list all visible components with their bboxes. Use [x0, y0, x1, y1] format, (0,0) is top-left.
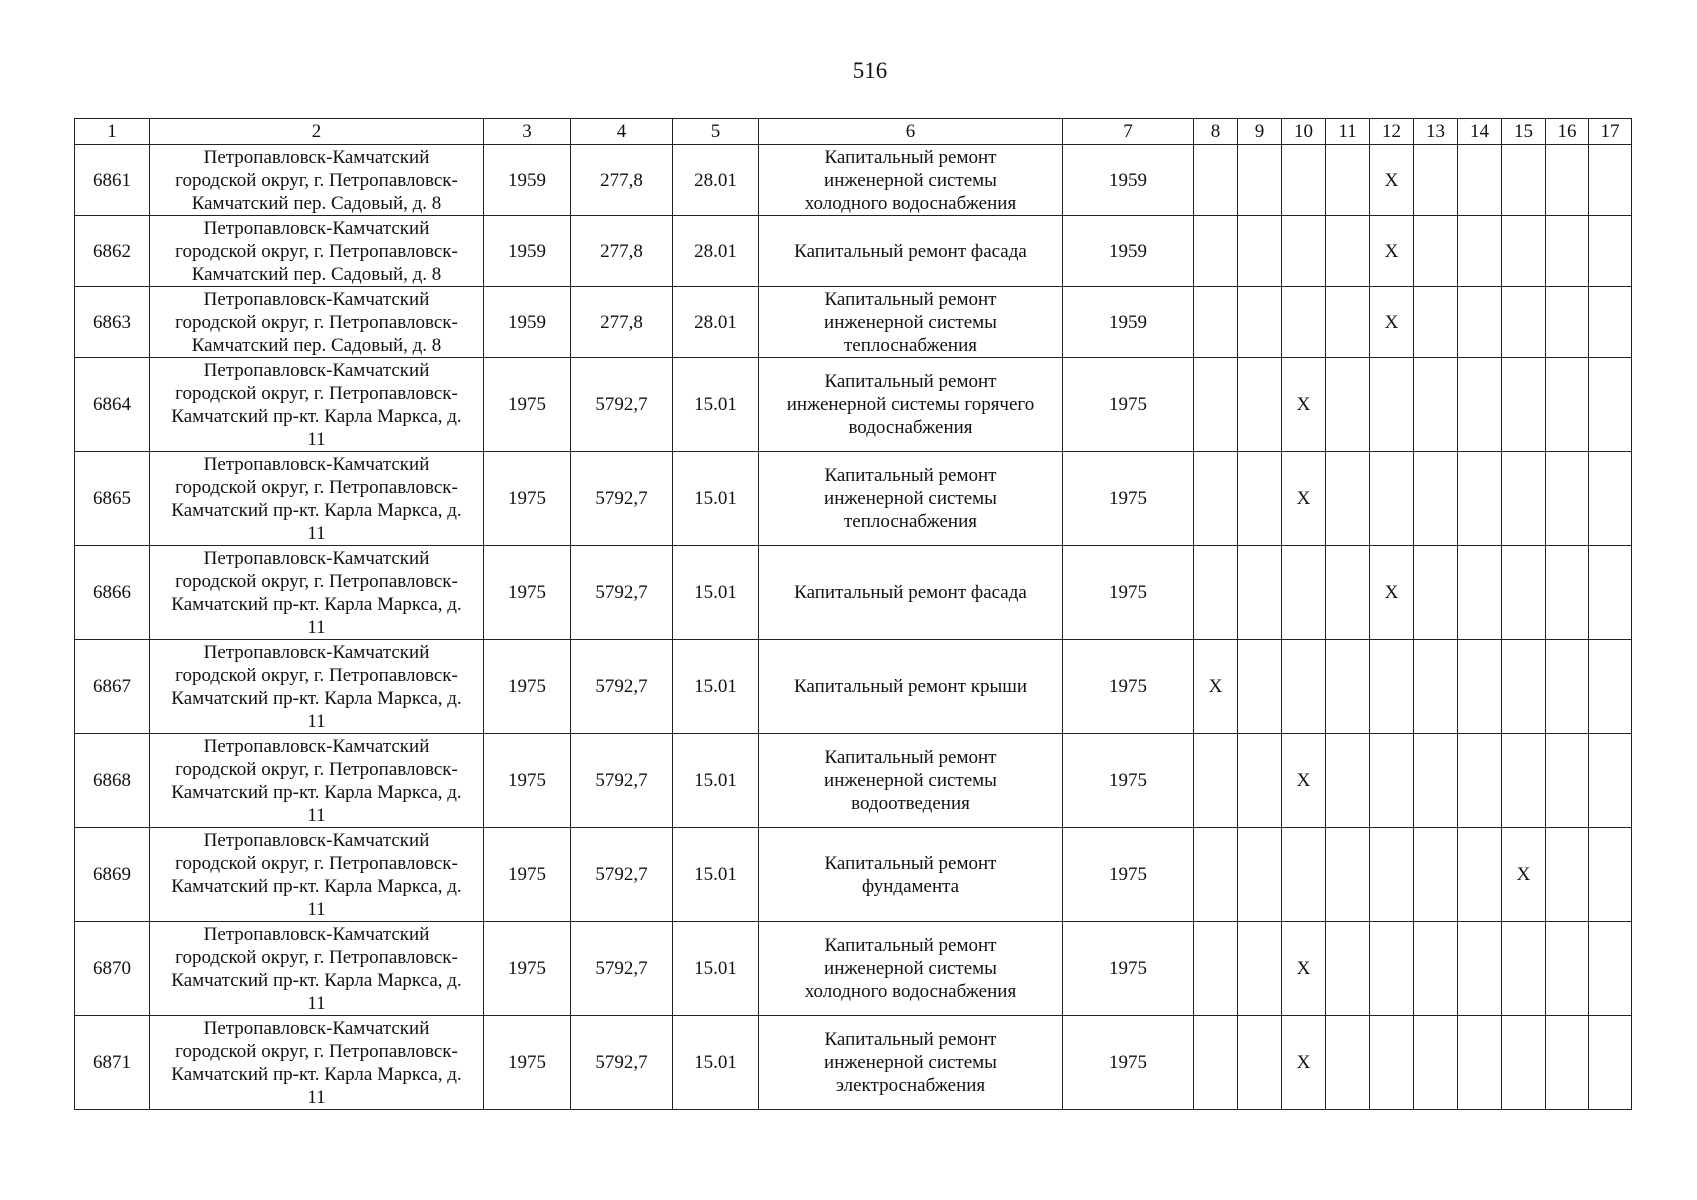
build-year-cell: 1975 [484, 358, 571, 452]
column-header-11: 11 [1326, 119, 1370, 145]
cell-line: Петропавловск-Камчатский [203, 217, 430, 239]
cell-line: Капитальный ремонт [824, 935, 997, 956]
period-cell-17 [1589, 546, 1632, 640]
cell-line: Петропавловск-Камчатский [203, 829, 430, 851]
cell-line: Капитальный ремонт [824, 1029, 997, 1050]
cell-line: фундамента [861, 875, 960, 897]
cell-line: Камчатский пр-кт. Карла Маркса, д. [171, 687, 462, 709]
cell-line: холодного водоснабжения [804, 192, 1017, 214]
table-body [75, 119, 1632, 1110]
period-cell-15 [1502, 734, 1546, 828]
period-cell-17 [1589, 1016, 1632, 1110]
mark-cell-12: X [1370, 287, 1414, 358]
cell-line: Капитальный ремонт [824, 371, 997, 392]
cell-line: 11 [307, 710, 326, 732]
column-header-10: 10 [1282, 119, 1326, 145]
cell-line: инженерной системы [824, 311, 997, 333]
cell-line: Камчатский пр-кт. Карла Маркса, д. [171, 781, 462, 803]
period-cell-12 [1370, 734, 1414, 828]
build-year-cell: 1975 [484, 1016, 571, 1110]
period-cell-17 [1589, 452, 1632, 546]
period-cell-10 [1282, 145, 1326, 216]
period-cell-11 [1326, 734, 1370, 828]
mark-cell-8: X [1194, 640, 1238, 734]
table-row [75, 358, 1632, 452]
cell-line: 11 [307, 428, 326, 450]
year-cell: 1975 [1063, 358, 1194, 452]
period-cell-10 [1282, 216, 1326, 287]
mark-cell-10: X [1282, 1016, 1326, 1110]
address-cell [150, 1016, 484, 1110]
column-header-13: 13 [1414, 119, 1458, 145]
period-cell-17 [1589, 828, 1632, 922]
period-cell-9 [1238, 452, 1282, 546]
period-cell-11 [1326, 1016, 1370, 1110]
table-row [75, 922, 1632, 1016]
work-type-cell [759, 546, 1063, 640]
year-cell: 1975 [1063, 734, 1194, 828]
cell-line: Камчатский пр-кт. Карла Маркса, д. [171, 969, 462, 991]
period-cell-15 [1502, 640, 1546, 734]
cell-line: водоснабжения [848, 417, 973, 438]
cell-line: Петропавловск-Камчатский [203, 547, 430, 569]
address-cell [150, 922, 484, 1016]
period-cell-8 [1194, 546, 1238, 640]
cell-line: Капитальный ремонт фасада [794, 240, 1027, 262]
table-row [75, 734, 1632, 828]
period-cell-14 [1458, 145, 1502, 216]
period-cell-17 [1589, 358, 1632, 452]
period-cell-8 [1194, 358, 1238, 452]
period-cell-13 [1414, 145, 1458, 216]
period-cell-12 [1370, 828, 1414, 922]
row-id: 6867 [75, 640, 150, 734]
cell-line: Камчатский пр-кт. Карла Маркса, д. [171, 875, 462, 897]
period-cell-13 [1414, 734, 1458, 828]
period-cell-13 [1414, 546, 1458, 640]
column-header-5: 5 [673, 119, 759, 145]
address-cell [150, 358, 484, 452]
period-cell-9 [1238, 216, 1282, 287]
table-row [75, 640, 1632, 734]
cell-line: Капитальный ремонт [824, 146, 997, 168]
period-cell-8 [1194, 828, 1238, 922]
cell-line: Петропавловск-Камчатский [203, 735, 430, 757]
mark-cell-10: X [1282, 358, 1326, 452]
period-cell-12 [1370, 452, 1414, 546]
period-cell-15 [1502, 216, 1546, 287]
address-cell [150, 216, 484, 287]
period-cell-16 [1546, 145, 1589, 216]
period-cell-15 [1502, 358, 1546, 452]
code-cell: 15.01 [673, 640, 759, 734]
period-cell-16 [1546, 358, 1589, 452]
period-cell-10 [1282, 287, 1326, 358]
cell-line: Камчатский пер. Садовый, д. 8 [191, 263, 442, 285]
area-cell: 5792,7 [571, 734, 673, 828]
cell-line: Петропавловск-Камчатский [203, 1017, 430, 1039]
address-cell [150, 828, 484, 922]
cell-line: городской округ, г. Петропавловск- [175, 852, 458, 874]
mark-cell-12: X [1370, 546, 1414, 640]
area-cell: 5792,7 [571, 1016, 673, 1110]
period-cell-14 [1458, 546, 1502, 640]
area-cell: 5792,7 [571, 922, 673, 1016]
cell-line: Камчатский пр-кт. Карла Маркса, д. [171, 405, 462, 427]
area-cell: 277,8 [571, 216, 673, 287]
period-cell-17 [1589, 734, 1632, 828]
period-cell-11 [1326, 145, 1370, 216]
period-cell-11 [1326, 452, 1370, 546]
cell-line: городской округ, г. Петропавловск- [175, 476, 458, 498]
period-cell-13 [1414, 922, 1458, 1016]
year-cell: 1975 [1063, 452, 1194, 546]
column-header-4: 4 [571, 119, 673, 145]
area-cell: 277,8 [571, 145, 673, 216]
address-cell [150, 287, 484, 358]
code-cell: 28.01 [673, 145, 759, 216]
cell-line: Капитальный ремонт крыши [793, 676, 1028, 697]
cell-line: 11 [307, 522, 326, 544]
cell-line: инженерной системы [824, 958, 997, 979]
period-cell-9 [1238, 1016, 1282, 1110]
column-header-3: 3 [484, 119, 571, 145]
table-row [75, 452, 1632, 546]
cell-line: Камчатский пр-кт. Карла Маркса, д. [171, 499, 462, 521]
period-cell-13 [1414, 640, 1458, 734]
row-id: 6868 [75, 734, 150, 828]
table-row [75, 546, 1632, 640]
period-cell-9 [1238, 640, 1282, 734]
cell-line: инженерной системы горячего [786, 394, 1035, 415]
cell-line: Камчатский пер. Садовый, д. 8 [191, 192, 442, 214]
cell-line: городской округ, г. Петропавловск- [175, 382, 458, 404]
period-cell-14 [1458, 922, 1502, 1016]
address-cell [150, 145, 484, 216]
code-cell: 28.01 [673, 216, 759, 287]
period-cell-11 [1326, 216, 1370, 287]
column-header-14: 14 [1458, 119, 1502, 145]
period-cell-13 [1414, 358, 1458, 452]
period-cell-12 [1370, 922, 1414, 1016]
mark-cell-15: X [1502, 828, 1546, 922]
period-cell-14 [1458, 358, 1502, 452]
cell-line: инженерной системы [824, 488, 997, 509]
cell-line: теплоснабжения [844, 511, 977, 532]
period-cell-11 [1326, 828, 1370, 922]
area-cell: 5792,7 [571, 828, 673, 922]
period-cell-15 [1502, 1016, 1546, 1110]
cell-line: Камчатский пр-кт. Карла Маркса, д. [171, 593, 462, 615]
period-cell-16 [1546, 452, 1589, 546]
address-cell [150, 640, 484, 734]
period-cell-9 [1238, 922, 1282, 1016]
code-cell: 15.01 [673, 452, 759, 546]
period-cell-10 [1282, 546, 1326, 640]
period-cell-10 [1282, 828, 1326, 922]
cell-line: Капитальный ремонт [824, 465, 997, 486]
period-cell-11 [1326, 546, 1370, 640]
table-row [75, 287, 1632, 358]
mark-cell-10: X [1282, 734, 1326, 828]
period-cell-9 [1238, 145, 1282, 216]
cell-line: Камчатский пер. Садовый, д. 8 [191, 334, 442, 356]
period-cell-13 [1414, 452, 1458, 546]
build-year-cell: 1959 [484, 216, 571, 287]
period-cell-16 [1546, 734, 1589, 828]
period-cell-8 [1194, 452, 1238, 546]
period-cell-13 [1414, 1016, 1458, 1110]
area-cell: 5792,7 [571, 358, 673, 452]
period-cell-17 [1589, 287, 1632, 358]
code-cell: 15.01 [673, 1016, 759, 1110]
address-cell [150, 734, 484, 828]
table-row [75, 216, 1632, 287]
period-cell-14 [1458, 828, 1502, 922]
column-header-15: 15 [1502, 119, 1546, 145]
period-cell-15 [1502, 287, 1546, 358]
cell-line: городской округ, г. Петропавловск- [175, 169, 458, 191]
cell-line: Капитальный ремонт [824, 747, 997, 768]
row-id: 6869 [75, 828, 150, 922]
cell-line: городской округ, г. Петропавловск- [175, 570, 458, 592]
area-cell: 277,8 [571, 287, 673, 358]
row-id: 6861 [75, 145, 150, 216]
cell-line: Петропавловск-Камчатский [203, 641, 430, 663]
year-cell: 1975 [1063, 640, 1194, 734]
row-id: 6870 [75, 922, 150, 1016]
build-year-cell: 1975 [484, 734, 571, 828]
column-header-2: 2 [150, 119, 484, 145]
cell-line: водоотведения [851, 793, 970, 814]
period-cell-14 [1458, 452, 1502, 546]
period-cell-9 [1238, 358, 1282, 452]
column-header-1: 1 [75, 119, 150, 145]
period-cell-16 [1546, 216, 1589, 287]
period-cell-13 [1414, 287, 1458, 358]
cell-line: Капитальный ремонт фасада [794, 582, 1027, 603]
cell-line: инженерной системы [824, 169, 997, 191]
column-header-7: 7 [1063, 119, 1194, 145]
period-cell-17 [1589, 922, 1632, 1016]
row-id: 6865 [75, 452, 150, 546]
period-cell-14 [1458, 1016, 1502, 1110]
cell-line: 11 [307, 804, 326, 826]
mark-cell-10: X [1282, 922, 1326, 1016]
period-cell-8 [1194, 287, 1238, 358]
mark-cell-12: X [1370, 216, 1414, 287]
build-year-cell: 1975 [484, 640, 571, 734]
cell-line: Петропавловск-Камчатский [203, 288, 430, 310]
period-cell-9 [1238, 828, 1282, 922]
page-number: 516 [852, 58, 888, 83]
column-number-row [75, 119, 1632, 145]
year-cell: 1959 [1063, 287, 1194, 358]
period-cell-16 [1546, 640, 1589, 734]
work-type-cell [759, 640, 1063, 734]
period-cell-12 [1370, 358, 1414, 452]
address-cell [150, 452, 484, 546]
row-id: 6866 [75, 546, 150, 640]
mark-cell-10: X [1282, 452, 1326, 546]
period-cell-8 [1194, 216, 1238, 287]
build-year-cell: 1959 [484, 145, 571, 216]
cell-line: городской округ, г. Петропавловск- [175, 1040, 458, 1062]
column-header-17: 17 [1589, 119, 1632, 145]
period-cell-9 [1238, 546, 1282, 640]
code-cell: 15.01 [673, 828, 759, 922]
column-header-6: 6 [759, 119, 1063, 145]
cell-line: Петропавловск-Камчатский [203, 923, 430, 945]
period-cell-15 [1502, 922, 1546, 1016]
period-cell-16 [1546, 828, 1589, 922]
column-header-8: 8 [1194, 119, 1238, 145]
year-cell: 1975 [1063, 1016, 1194, 1110]
cell-line: Капитальный ремонт [824, 288, 997, 310]
year-cell: 1975 [1063, 922, 1194, 1016]
period-cell-16 [1546, 546, 1589, 640]
cell-line: 11 [307, 992, 326, 1014]
cell-line: теплоснабжения [844, 334, 977, 356]
column-header-16: 16 [1546, 119, 1589, 145]
cell-line: электроснабжения [835, 1075, 986, 1096]
period-cell-17 [1589, 145, 1632, 216]
cell-line: Камчатский пр-кт. Карла Маркса, д. [171, 1063, 462, 1085]
period-cell-14 [1458, 734, 1502, 828]
code-cell: 15.01 [673, 546, 759, 640]
row-id: 6871 [75, 1016, 150, 1110]
column-header-12: 12 [1370, 119, 1414, 145]
work-type-cell [759, 216, 1063, 287]
period-cell-8 [1194, 1016, 1238, 1110]
period-cell-12 [1370, 1016, 1414, 1110]
row-id: 6862 [75, 216, 150, 287]
table-row [75, 145, 1632, 216]
period-cell-11 [1326, 287, 1370, 358]
work-type-cell [759, 922, 1063, 1016]
cell-line: городской округ, г. Петропавловск- [175, 240, 458, 262]
row-id: 6864 [75, 358, 150, 452]
work-type-cell [759, 1016, 1063, 1110]
repair-schedule-table [74, 118, 1632, 1110]
code-cell: 15.01 [673, 734, 759, 828]
address-cell [150, 546, 484, 640]
table-row [75, 1016, 1632, 1110]
year-cell: 1975 [1063, 828, 1194, 922]
cell-line: холодного водоснабжения [804, 981, 1017, 1002]
year-cell: 1975 [1063, 546, 1194, 640]
period-cell-13 [1414, 216, 1458, 287]
mark-cell-12: X [1370, 145, 1414, 216]
area-cell: 5792,7 [571, 452, 673, 546]
period-cell-14 [1458, 216, 1502, 287]
code-cell: 28.01 [673, 287, 759, 358]
cell-line: 11 [307, 1086, 326, 1108]
cell-line: инженерной системы [824, 770, 997, 791]
period-cell-11 [1326, 358, 1370, 452]
period-cell-15 [1502, 452, 1546, 546]
build-year-cell: 1975 [484, 828, 571, 922]
period-cell-8 [1194, 734, 1238, 828]
cell-line: Петропавловск-Камчатский [203, 359, 430, 381]
code-cell: 15.01 [673, 358, 759, 452]
period-cell-17 [1589, 216, 1632, 287]
cell-line: Петропавловск-Камчатский [203, 453, 430, 475]
period-cell-15 [1502, 145, 1546, 216]
period-cell-10 [1282, 640, 1326, 734]
cell-line: 11 [307, 616, 326, 638]
period-cell-16 [1546, 287, 1589, 358]
period-cell-17 [1589, 640, 1632, 734]
period-cell-16 [1546, 1016, 1589, 1110]
build-year-cell: 1975 [484, 922, 571, 1016]
cell-line: городской округ, г. Петропавловск- [175, 946, 458, 968]
work-type-cell [759, 145, 1063, 216]
period-cell-13 [1414, 828, 1458, 922]
cell-line: инженерной системы [824, 1052, 997, 1073]
period-cell-11 [1326, 640, 1370, 734]
work-type-cell [759, 287, 1063, 358]
period-cell-11 [1326, 922, 1370, 1016]
period-cell-14 [1458, 640, 1502, 734]
cell-line: городской округ, г. Петропавловск- [175, 758, 458, 780]
work-type-cell [759, 452, 1063, 546]
build-year-cell: 1959 [484, 287, 571, 358]
period-cell-9 [1238, 734, 1282, 828]
column-header-9: 9 [1238, 119, 1282, 145]
cell-line: городской округ, г. Петропавловск- [175, 311, 458, 333]
period-cell-8 [1194, 145, 1238, 216]
code-cell: 15.01 [673, 922, 759, 1016]
period-cell-15 [1502, 546, 1546, 640]
build-year-cell: 1975 [484, 452, 571, 546]
area-cell: 5792,7 [571, 640, 673, 734]
cell-line: Петропавловск-Камчатский [203, 146, 430, 168]
work-type-cell [759, 828, 1063, 922]
cell-line: Капитальный ремонт [824, 852, 997, 874]
work-type-cell [759, 358, 1063, 452]
area-cell: 5792,7 [571, 546, 673, 640]
build-year-cell: 1975 [484, 546, 571, 640]
year-cell: 1959 [1063, 145, 1194, 216]
work-type-cell [759, 734, 1063, 828]
row-id: 6863 [75, 287, 150, 358]
period-cell-8 [1194, 922, 1238, 1016]
period-cell-12 [1370, 640, 1414, 734]
table-row [75, 828, 1632, 922]
cell-line: 11 [307, 898, 326, 920]
period-cell-9 [1238, 287, 1282, 358]
year-cell: 1959 [1063, 216, 1194, 287]
cell-line: городской округ, г. Петропавловск- [175, 664, 458, 686]
period-cell-16 [1546, 922, 1589, 1016]
period-cell-14 [1458, 287, 1502, 358]
